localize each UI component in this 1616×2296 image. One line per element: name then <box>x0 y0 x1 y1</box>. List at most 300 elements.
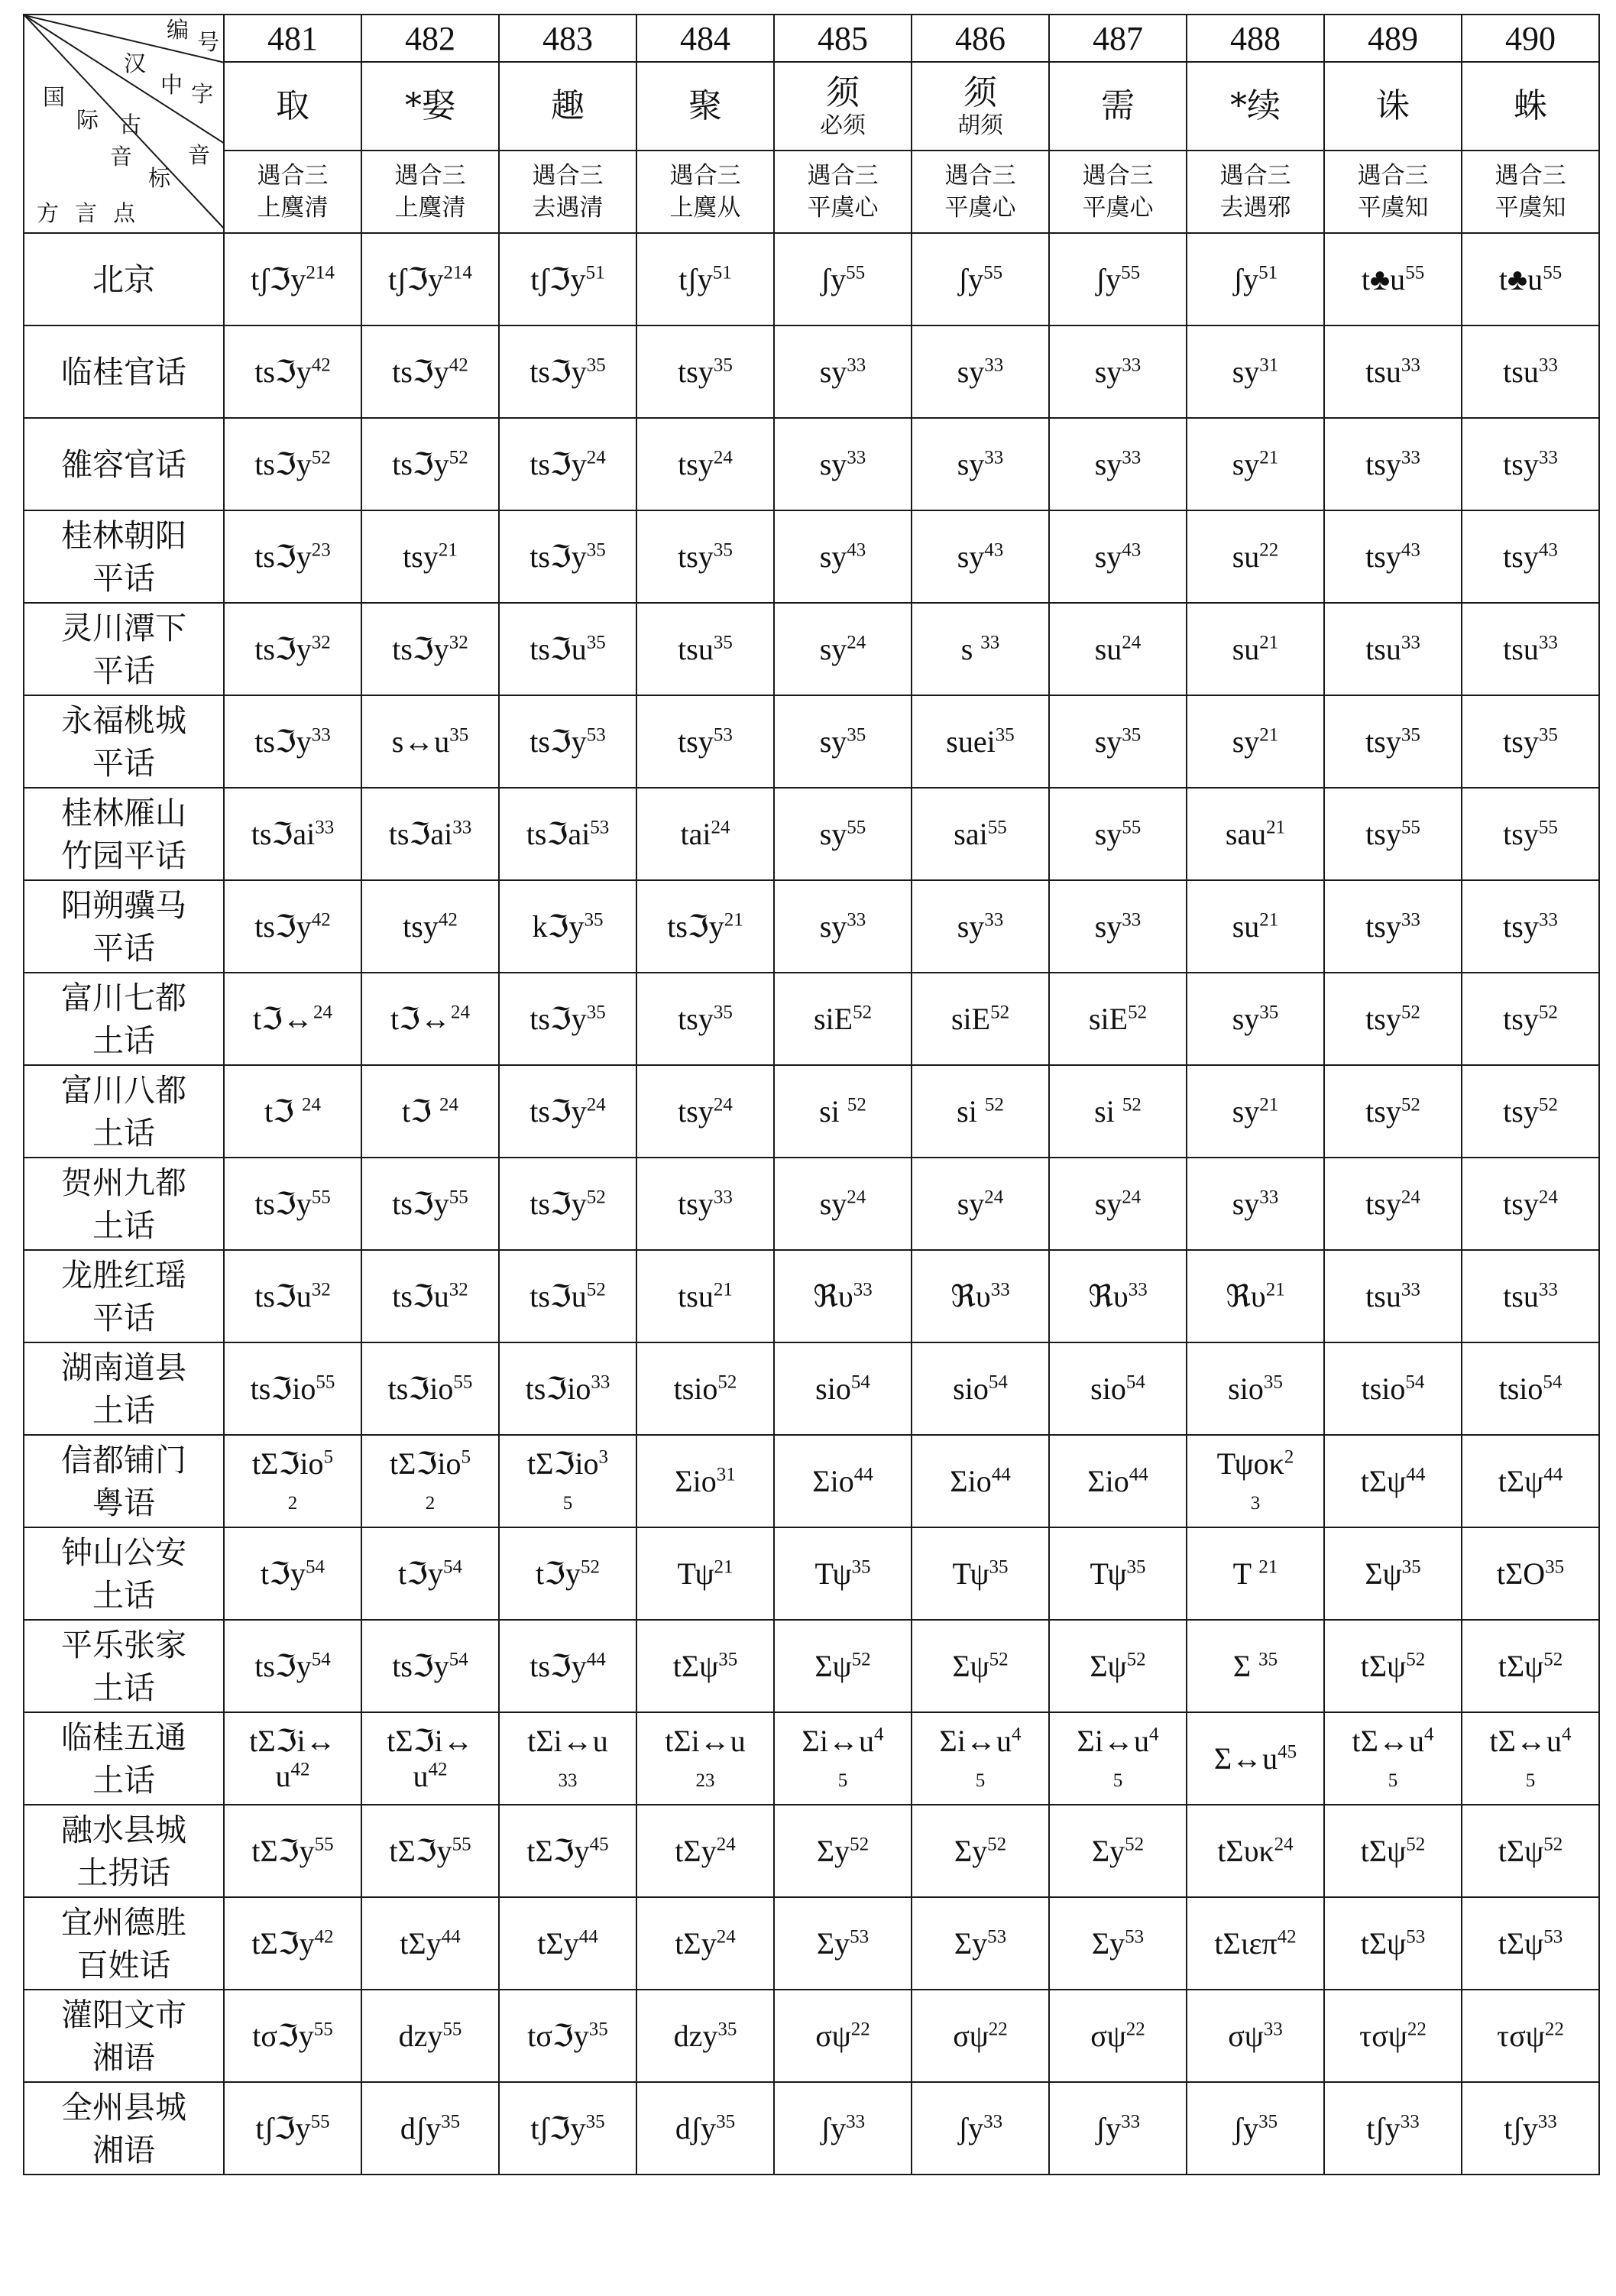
transcription-text: tsℑy <box>529 1648 587 1683</box>
transcription-text: tʃy <box>678 261 713 296</box>
tone-number: 55 <box>314 1834 334 1855</box>
transcription-cell <box>499 325 636 418</box>
transcription-text: ʃy <box>1232 2110 1259 2145</box>
dialect-name: 竹园平话 <box>61 837 186 874</box>
transcription-cell <box>1324 418 1462 510</box>
transcription-cell <box>1049 510 1187 603</box>
tone-number: 54 <box>1543 1371 1563 1393</box>
transcription-text: tsy <box>1365 816 1401 851</box>
middle-chinese-label: 去遇清 <box>532 194 604 222</box>
corner-label-hanzi: 汉 <box>124 50 147 76</box>
transcription-cell <box>361 1065 499 1158</box>
transcription-text: tsℑy <box>529 539 587 574</box>
transcription-cell <box>499 1805 636 1897</box>
transcription-cell <box>774 1158 912 1250</box>
transcription-cell <box>224 695 361 788</box>
dialect-name-cell <box>24 880 224 973</box>
transcription-cell <box>499 1158 636 1250</box>
corner-label-hanzi: 字 <box>191 81 214 107</box>
transcription-text: tsio <box>673 1371 718 1406</box>
tone-number: 53 <box>1543 1926 1563 1948</box>
dialect-row <box>24 880 1599 973</box>
tone-number-wrap: 2 <box>425 1492 436 1514</box>
transcription-cell <box>636 1990 774 2082</box>
tone-number: 33 <box>1400 2111 1420 2132</box>
tone-number: 43 <box>1538 539 1558 561</box>
tone-number: 55 <box>313 2019 333 2040</box>
tone-number: 24 <box>716 1926 736 1948</box>
transcription-text: tsu <box>678 1278 714 1313</box>
dialect-name-cell <box>24 1527 224 1620</box>
tone-number: 21 <box>1259 1094 1279 1116</box>
transcription-text: tΣυκ <box>1217 1833 1274 1868</box>
char-number: 487 <box>1049 15 1187 62</box>
transcription-text: tsy <box>1503 1186 1539 1221</box>
corner-label-fangyan: 点 <box>113 200 136 226</box>
transcription-cell <box>1324 1620 1462 1712</box>
middle-chinese-cell <box>1324 151 1462 233</box>
transcription-text: siE <box>813 1001 853 1036</box>
tone-number: 33 <box>1401 632 1420 653</box>
tone-number-wrap: 5 <box>975 1770 986 1791</box>
transcription-cell <box>636 1897 774 1990</box>
transcription-cell <box>912 2082 1049 2175</box>
tone-number: 52 <box>850 1834 870 1855</box>
transcription-cell <box>499 1435 636 1527</box>
middle-chinese-cell <box>1049 151 1187 233</box>
tone-number: 21 <box>1258 1556 1278 1578</box>
transcription-text: dʃy <box>675 2110 717 2145</box>
dialect-row <box>24 1435 1599 1527</box>
dialect-name: 融水县城 <box>61 1811 186 1848</box>
transcription-cell <box>224 233 361 325</box>
transcription-cell <box>1049 1527 1187 1620</box>
tone-number: 24 <box>313 1002 332 1023</box>
transcription-cell <box>224 1158 361 1250</box>
tone-number: 42 <box>314 1926 334 1948</box>
transcription-cell <box>636 1805 774 1897</box>
transcription-text: tsℑy <box>254 1648 312 1683</box>
char-number: 483 <box>499 15 636 62</box>
transcription-cell <box>361 695 499 788</box>
middle-chinese-label: 平虞心 <box>944 194 1016 222</box>
transcription-cell <box>499 510 636 603</box>
dialect-row <box>24 973 1599 1065</box>
transcription-text: tsu <box>1503 1278 1539 1313</box>
transcription-text: Σ <box>1232 1648 1259 1683</box>
tone-number: 42 <box>428 1759 448 1780</box>
tone-number: 33 <box>591 1371 610 1393</box>
transcription-cell <box>361 2082 499 2175</box>
dialect-name: 阳朔骥马 <box>61 886 186 924</box>
transcription-text: tsℑio <box>250 1371 316 1406</box>
transcription-cell <box>1462 973 1599 1065</box>
transcription-cell <box>499 1065 636 1158</box>
tone-number: 44 <box>1129 1464 1148 1485</box>
tone-number: 51 <box>712 262 732 283</box>
transcription-text: tsu <box>1503 354 1539 389</box>
tone-number: 33 <box>846 2111 866 2132</box>
character-cell <box>1049 62 1187 151</box>
transcription-text: ℜυ <box>813 1278 853 1313</box>
transcription-text: σψ <box>1228 2018 1264 2053</box>
character-cell <box>224 62 361 151</box>
transcription-text: si <box>1094 1093 1122 1129</box>
tone-number: 33 <box>1401 447 1420 468</box>
transcription-cell <box>774 1805 912 1897</box>
transcription-cell <box>224 1620 361 1712</box>
transcription-text: Σi↔u <box>802 1723 874 1758</box>
transcription-text: tσℑy <box>252 2018 314 2053</box>
transcription-text: tsℑu <box>392 1278 449 1313</box>
middle-chinese-label: 遇合三 <box>532 162 604 189</box>
tone-number: 52 <box>1125 1834 1145 1855</box>
character: *娶 <box>405 86 455 125</box>
transcription-cell <box>1187 695 1324 788</box>
middle-chinese-cell <box>774 151 912 233</box>
transcription-text: sai <box>954 816 988 851</box>
transcription-text: tΣιεπ <box>1214 1925 1278 1961</box>
transcription-text: tΣ↔u <box>1352 1723 1424 1758</box>
tone-number: 21 <box>1259 909 1279 931</box>
transcription-cell <box>1049 1250 1187 1342</box>
tone-number: 55 <box>310 2111 330 2132</box>
transcription-cell <box>1187 1342 1324 1435</box>
tone-number: 24 <box>1538 1187 1558 1208</box>
char-number: 481 <box>224 15 361 62</box>
tone-number: 22 <box>1544 2019 1564 2040</box>
tone-number: 45 <box>1278 1741 1297 1763</box>
transcription-cell <box>912 1250 1049 1342</box>
transcription-text: sio <box>953 1371 989 1406</box>
transcription-cell <box>1324 788 1462 880</box>
tone-number-wrap: 5 <box>837 1770 848 1791</box>
transcription-cell <box>361 880 499 973</box>
tone-number: 4 <box>1011 1724 1022 1745</box>
tone-number: 33 <box>847 909 866 931</box>
tone-number: 21 <box>1265 1279 1285 1300</box>
tone-number: 4 <box>1148 1724 1159 1745</box>
dialect-name-cell <box>24 1805 224 1897</box>
transcription-text: Σψ <box>1090 1648 1127 1683</box>
transcription-cell <box>499 695 636 788</box>
transcription-cell <box>224 603 361 695</box>
transcription-cell <box>636 1527 774 1620</box>
tone-number: 44 <box>441 1926 461 1948</box>
transcription-text: sy <box>1094 354 1122 389</box>
middle-chinese-label: 去遇邪 <box>1219 194 1291 222</box>
transcription-cell <box>912 1065 1049 1158</box>
transcription-cell <box>1187 325 1324 418</box>
dialect-row <box>24 1342 1599 1435</box>
middle-chinese-label: 上麌清 <box>394 194 466 222</box>
tone-number: 35 <box>717 2019 737 2040</box>
dialect-name: 湘语 <box>92 2039 155 2076</box>
middle-chinese-cell <box>499 151 636 233</box>
dialect-row <box>24 325 1599 418</box>
tone-number: 44 <box>1543 1464 1563 1485</box>
transcription-cell <box>774 1712 912 1805</box>
transcription-cell <box>361 1158 499 1250</box>
transcription-cell <box>636 1620 774 1712</box>
transcription-text: tsu <box>678 631 714 666</box>
dialect-row <box>24 1527 1599 1620</box>
tone-number: 55 <box>1538 817 1558 838</box>
tone-number: 35 <box>1122 724 1142 746</box>
tone-number: 33 <box>847 355 866 376</box>
transcription-text: tℑy <box>260 1556 306 1591</box>
transcription-cell <box>1462 233 1599 325</box>
dialect-name-cell <box>24 2082 224 2175</box>
middle-chinese-label: 平虞知 <box>1495 194 1566 222</box>
header-number-row <box>24 15 1599 62</box>
tone-number: 22 <box>1407 2019 1427 2040</box>
tone-number: 52 <box>1406 1649 1426 1670</box>
transcription-text: tℑ <box>264 1093 302 1129</box>
transcription-cell <box>499 1250 636 1342</box>
transcription-cell <box>1049 1712 1187 1805</box>
tone-number: 21 <box>1266 817 1286 838</box>
tone-number: 52 <box>586 1279 606 1300</box>
transcription-text: σψ <box>953 2018 989 2053</box>
transcription-cell <box>636 1712 774 1805</box>
transcription-text: sy <box>1232 354 1260 389</box>
tone-number: 55 <box>452 1834 471 1855</box>
tone-number: 33 <box>1259 1187 1279 1208</box>
dialect-name: 土话 <box>92 1206 155 1244</box>
transcription-text: tsℑy <box>529 354 587 389</box>
tone-number: 44 <box>991 1464 1011 1485</box>
transcription-cell <box>499 1712 636 1805</box>
transcription-cell <box>636 233 774 325</box>
transcription-text: tsio <box>1498 1371 1543 1406</box>
transcription-cell <box>1049 1435 1187 1527</box>
transcription-text: tsℑy <box>529 1186 587 1221</box>
dialect-name: 平话 <box>92 559 155 597</box>
transcription-text: tsℑai <box>388 816 453 851</box>
transcription-text: tsℑy <box>392 1648 449 1683</box>
tone-number: 35 <box>1401 724 1420 746</box>
transcription-text: tsℑy <box>392 446 449 481</box>
character-gloss: 必须 <box>820 112 866 139</box>
transcription-text: sy <box>819 1186 847 1221</box>
tone-number: 35 <box>989 1556 1009 1578</box>
tone-number: 32 <box>449 1279 468 1300</box>
transcription-text: tΣ↔u <box>1489 1723 1562 1758</box>
transcription-text: Σy <box>1091 1833 1125 1868</box>
transcription-text: Σψ <box>814 1648 852 1683</box>
tone-number: 2 <box>1284 1446 1294 1468</box>
tone-number: 52 <box>1543 1649 1563 1670</box>
corner-label-fangyan: 方 <box>37 200 60 226</box>
dialect-name: 桂林朝阳 <box>61 517 186 554</box>
transcription-text: sy <box>1094 816 1122 851</box>
transcription-text: sy <box>819 539 847 574</box>
dialect-name: 土话 <box>92 1576 155 1614</box>
tone-number: 33 <box>983 2111 1003 2132</box>
transcription-cell <box>1049 1065 1187 1158</box>
corner-label-bianhao: 编 <box>167 17 189 43</box>
transcription-cell <box>224 1342 361 1435</box>
transcription-cell <box>361 1342 499 1435</box>
transcription-text-wrap: u <box>275 1758 291 1793</box>
transcription-cell <box>1187 1712 1324 1805</box>
corner-label-hanzi: 中 <box>160 72 183 98</box>
tone-number: 53 <box>590 817 610 838</box>
transcription-text: tsy <box>678 539 714 574</box>
dialect-name-cell <box>24 1158 224 1250</box>
char-number: 485 <box>774 15 912 62</box>
transcription-text: tΣℑio <box>527 1446 599 1481</box>
transcription-text: sy <box>819 724 847 759</box>
middle-chinese-label: 遇合三 <box>669 162 741 189</box>
dialect-name: 富川七都 <box>61 979 186 1016</box>
tone-number: 33 <box>1263 2019 1283 2040</box>
transcription-cell <box>499 2082 636 2175</box>
tone-number-wrap: 23 <box>695 1770 715 1791</box>
transcription-cell <box>912 418 1049 510</box>
tone-number: 35 <box>713 355 733 376</box>
tone-number: 32 <box>449 632 468 653</box>
dialect-name: 平话 <box>92 744 155 782</box>
transcription-cell <box>1187 788 1324 880</box>
dialect-name: 雒容官话 <box>61 445 186 483</box>
transcription-cell <box>1462 1620 1599 1712</box>
transcription-cell <box>774 1620 912 1712</box>
transcription-text: tsy <box>1503 539 1539 574</box>
transcription-text: tsy <box>1365 1093 1401 1129</box>
middle-chinese-label: 遇合三 <box>1357 162 1429 189</box>
transcription-cell <box>1324 1805 1462 1897</box>
middle-chinese-label: 遇合三 <box>394 162 466 189</box>
transcription-cell <box>636 603 774 695</box>
tone-number: 42 <box>449 355 468 376</box>
tone-number: 22 <box>1259 539 1279 561</box>
tone-number: 35 <box>586 355 606 376</box>
character-cell <box>636 62 774 151</box>
tone-number: 55 <box>1121 262 1141 283</box>
dialect-name: 全州县城 <box>61 2088 186 2126</box>
transcription-cell <box>1462 603 1599 695</box>
tone-number: 31 <box>716 1464 736 1485</box>
dialect-name: 永福桃城 <box>61 701 186 739</box>
transcription-cell <box>1324 510 1462 603</box>
transcription-text: tΣψ <box>1498 1648 1544 1683</box>
transcription-cell <box>912 1342 1049 1435</box>
tone-number: 52 <box>989 1649 1009 1670</box>
tone-number: 55 <box>1405 262 1425 283</box>
corner-header-cell <box>24 15 224 233</box>
transcription-text: Σio <box>812 1463 854 1498</box>
tone-number: 24 <box>1274 1834 1294 1855</box>
transcription-cell <box>912 1805 1049 1897</box>
char-number: 484 <box>636 15 774 62</box>
tone-number: 52 <box>581 1556 600 1578</box>
transcription-text: tΣψ <box>1360 1648 1407 1683</box>
dialect-name-cell <box>24 1897 224 1990</box>
char-number: 489 <box>1324 15 1462 62</box>
transcription-cell <box>224 1990 361 2082</box>
tone-number: 32 <box>311 632 331 653</box>
tone-number: 44 <box>578 1926 598 1948</box>
tone-number: 52 <box>1538 1002 1558 1023</box>
transcription-text: tsy <box>678 354 714 389</box>
transcription-cell <box>1324 1712 1462 1805</box>
transcription-text: tai <box>680 816 711 851</box>
tone-number: 53 <box>713 724 733 746</box>
tone-number: 24 <box>713 447 733 468</box>
char-number: 486 <box>912 15 1049 62</box>
transcription-text: tℑy <box>535 1556 581 1591</box>
transcription-cell <box>636 1250 774 1342</box>
tone-number: 52 <box>851 1649 871 1670</box>
transcription-text: suei <box>946 724 996 759</box>
transcription-text: Τψ <box>952 1556 989 1591</box>
transcription-text: ʃy <box>1095 2110 1122 2145</box>
character: 须 <box>963 73 997 112</box>
tone-number-wrap: 2 <box>287 1492 298 1514</box>
char-number: 488 <box>1187 15 1324 62</box>
transcription-text: Σio <box>1087 1463 1129 1498</box>
dialect-name-cell <box>24 1620 224 1712</box>
transcription-cell <box>499 1897 636 1990</box>
tone-number: 35 <box>1258 2111 1278 2132</box>
transcription-cell <box>224 1065 361 1158</box>
dialect-name-cell <box>24 510 224 603</box>
transcription-cell <box>361 1805 499 1897</box>
tone-number: 33 <box>315 817 335 838</box>
tone-number: 33 <box>1401 909 1420 931</box>
transcription-cell <box>1187 1527 1324 1620</box>
transcription-cell <box>774 233 912 325</box>
transcription-text: tΣy <box>537 1925 579 1961</box>
transcription-cell <box>1324 1897 1462 1990</box>
dialect-name: 信都铺门 <box>61 1441 186 1478</box>
character-cell <box>361 62 499 151</box>
transcription-text: tΣℑy <box>251 1833 315 1868</box>
tone-number: 35 <box>718 1649 738 1670</box>
transcription-text: Τψοκ <box>1216 1446 1284 1481</box>
tone-number: 33 <box>1401 355 1420 376</box>
character-cell <box>1462 62 1599 151</box>
tone-number: 33 <box>1537 2111 1557 2132</box>
transcription-cell <box>499 1527 636 1620</box>
tone-number: 33 <box>1401 1279 1420 1300</box>
transcription-cell <box>361 510 499 603</box>
tone-number: 43 <box>1122 539 1142 561</box>
transcription-cell <box>1187 510 1324 603</box>
transcription-cell <box>1324 325 1462 418</box>
transcription-text: sio <box>1228 1371 1264 1406</box>
tone-number: 33 <box>980 632 1000 653</box>
transcription-cell <box>1324 880 1462 973</box>
transcription-text: tΣℑy <box>526 1833 590 1868</box>
tone-number: 52 <box>717 1371 737 1393</box>
tone-number-wrap: 3 <box>1250 1492 1261 1514</box>
tone-number: 52 <box>449 447 468 468</box>
transcription-cell <box>1462 1158 1599 1250</box>
transcription-text: tsy <box>678 1093 714 1129</box>
tone-number: 23 <box>311 539 331 561</box>
character: *续 <box>1230 86 1281 125</box>
transcription-cell <box>1324 603 1462 695</box>
transcription-cell <box>1462 1250 1599 1342</box>
dialect-row <box>24 1250 1599 1342</box>
transcription-text: tΣy <box>400 1925 442 1961</box>
transcription-text: siE <box>950 1001 991 1036</box>
transcription-cell <box>1462 1065 1599 1158</box>
dialect-row <box>24 510 1599 603</box>
